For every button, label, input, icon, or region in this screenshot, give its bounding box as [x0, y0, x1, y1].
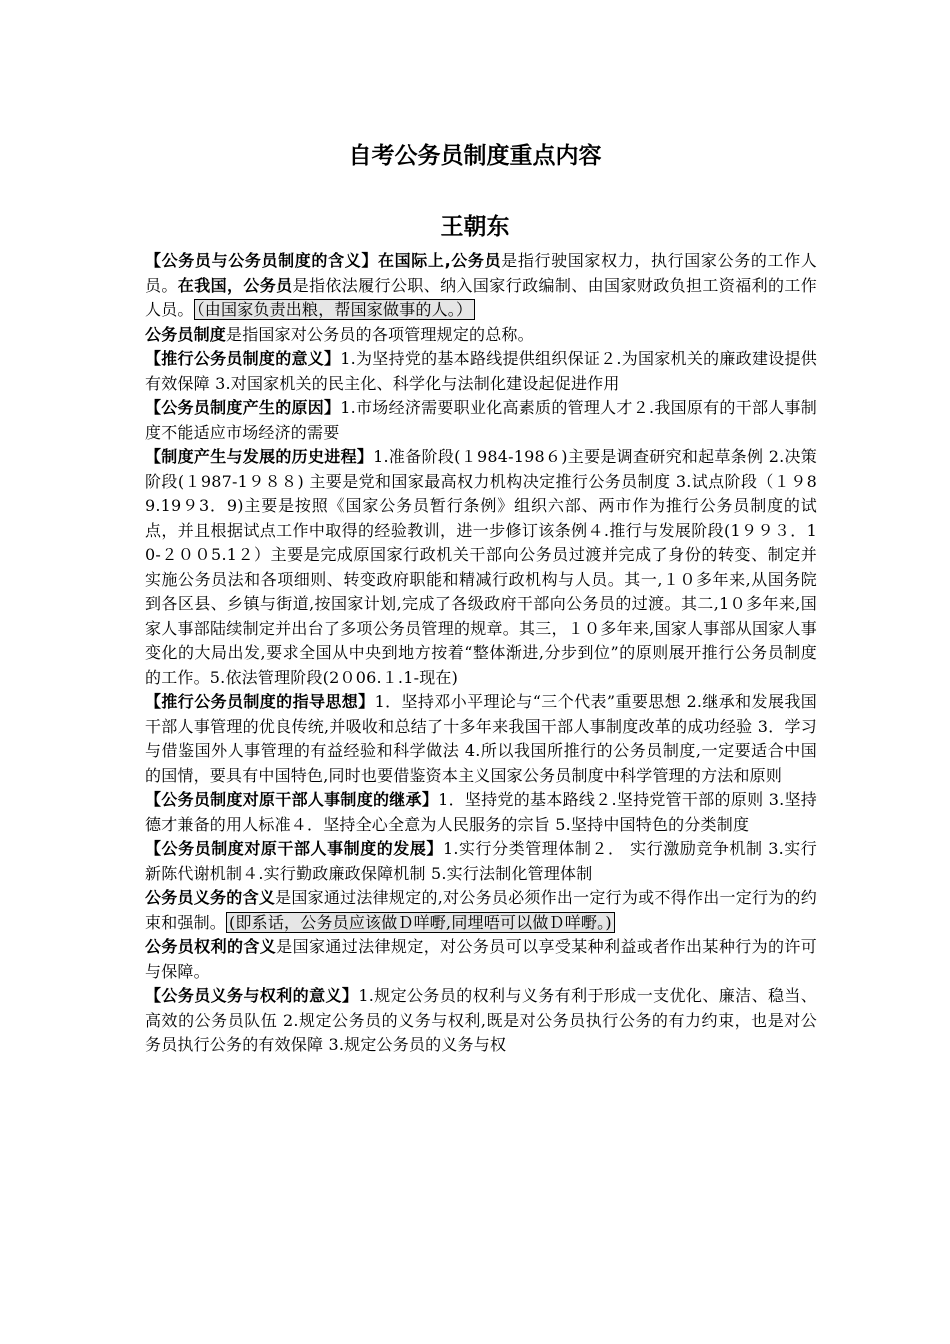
- paragraph-text: 1.实行分类管理体制２． 实行激励竞争机制 3.实行新陈代谢机制４.实行勤政廉政保障机制 5.实行法制化管理体制: [145, 839, 817, 883]
- paragraph-heading: 【公务员制度产生的原因】: [145, 398, 341, 417]
- document-body: [145, 249, 817, 1058]
- paragraph-heading: 【公务员义务与权利的意义】: [145, 986, 359, 1005]
- paragraph-inheritance: [145, 788, 817, 837]
- paragraph-text: 是指国家对公务员的各项管理规定的总称。: [226, 324, 534, 344]
- paragraph-subheading: 在我国，公务员: [177, 275, 293, 295]
- paragraph-heading: 【推行公务员制度的指导思想】: [145, 692, 375, 711]
- paragraph-heading: 公务员义务的含义: [145, 888, 276, 907]
- boxed-note: (即系话，公务员应该做Ｄ咩嘢,同埋唔可以做Ｄ咩嘢。): [226, 912, 615, 933]
- paragraph-guiding-ideology: [145, 690, 817, 788]
- paragraph-significance: [145, 347, 817, 396]
- paragraph-text: 是指行驶国家权力，执行国家公务的工作人员。: [145, 251, 817, 295]
- paragraph-heading: 【公务员制度对原干部人事制度的发展】: [145, 839, 443, 858]
- paragraph-text: 1．坚持邓小平理论与“三个代表”重要思想 2.继承和发展我国干部人事管理的优良传统,并吸收和总结了十多年来我国干部人事制度改革的成功经验 3．学习与借鉴国外人事管理的有益经验和科学做法 4.所以我国所推行的公务员制度,一定要适合中国的国情，要具有中国特色,同时也要借鉴资本主义国家公务员制度中科学管理的方法和原则: [145, 692, 817, 785]
- paragraph-text: 是指依法履行公职、纳入国家行政编制、由国家财政负担工资福利的工作人员。: [145, 275, 817, 319]
- paragraph-definition: [145, 249, 817, 323]
- author-name: 王朝东: [440, 214, 510, 240]
- paragraph-history: [145, 445, 817, 690]
- paragraph-text: 1．坚持党的基本路线２.坚持党管干部的原则 3.坚持德才兼备的用人标准４．坚持全心全意为人民服务的宗旨 5.坚持中国特色的分类制度: [145, 790, 817, 834]
- paragraph-text: 是国家通过法律规定，对公务员可以享受某种利益或者作出某种行为的许可与保障。: [145, 937, 817, 981]
- paragraph-obligations: [145, 886, 817, 935]
- paragraph-text: 1.市场经济需要职业化高素质的管理人才２.我国原有的干部人事制度不能适应市场经济的需要: [145, 398, 817, 442]
- page-title: 自考公务员制度重点内容: [348, 143, 602, 169]
- paragraph-heading: 公务员制度: [145, 324, 227, 344]
- paragraph-text: 1.准备阶段(１984-198６)主要是调查研究和起草条例 2.决策阶段(１987-1９８８) 主要是党和国家最高权力机构决定推行公务员制度 3.试点阶段（１９89.19９3．9)主要是按照《国家公务员暂行条例》组织六部、两市作为推行公务员制度的试点，并且根据试点工作中取得的经验教训，进一步修订该条例４.推行与发展阶段(1９９３．10-２００5.1２）主要是完成原国家行政机关干部向公务员过渡并完成了身份的转变、制定并实施公务员法和各项细则、转变政府职能和精减行政机构与人员。其一,１０多年来,从国务院到各区县、乡镇与街道,按国家计划,完成了各级政府干部向公务员的过渡。其二,1０多年来,国家人事部陆续制定并出台了多项公务员管理的规章。其三，１０多年来,国家人事部从国家人事变化的大局出发,要求全国从中央到地方按着“整体渐进,分步到位”的原则展开推行公务员制度的工作。5.依法管理阶段(2０06.１.1-现在): [145, 447, 817, 687]
- paragraph-causes: [145, 396, 817, 445]
- paragraph-heading: 【公务员与公务员制度的含义】在国际上,公务员: [145, 251, 502, 270]
- paragraph-heading: 公务员权利的含义: [145, 937, 277, 956]
- paragraph-rights: [145, 935, 817, 984]
- paragraph-heading: 【制度产生与发展的历史进程】: [145, 447, 374, 466]
- paragraph-heading: 【公务员制度对原干部人事制度的继承】: [145, 790, 439, 809]
- boxed-note: （由国家负责出粮，帮国家做事的人。）: [194, 299, 476, 320]
- paragraph-text: 1.为坚持党的基本路线提供组织保证２.为国家机关的廉政建设提供有效保障 3.对国家机关的民主化、科学化与法制化建设起促进作用: [145, 349, 817, 393]
- paragraph-text: 1.规定公务员的权利与义务有利于形成一支优化、廉洁、稳当、高效的公务员队伍 2.规定公务员的义务与权利,既是对公务员执行公务的有力约束，也是对公务员执行公务的有效保障 3.规定公务员的义务与权: [145, 986, 817, 1054]
- paragraph-text: 是国家通过法律规定的,对公务员必须作出一定行为或不得作出一定行为的约束和强制。: [145, 888, 817, 932]
- paragraph-system-definition: [145, 323, 817, 348]
- paragraph-development: [145, 837, 817, 886]
- paragraph-heading: 【推行公务员制度的意义】: [145, 349, 341, 368]
- paragraph-rights-significance: [145, 984, 817, 1058]
